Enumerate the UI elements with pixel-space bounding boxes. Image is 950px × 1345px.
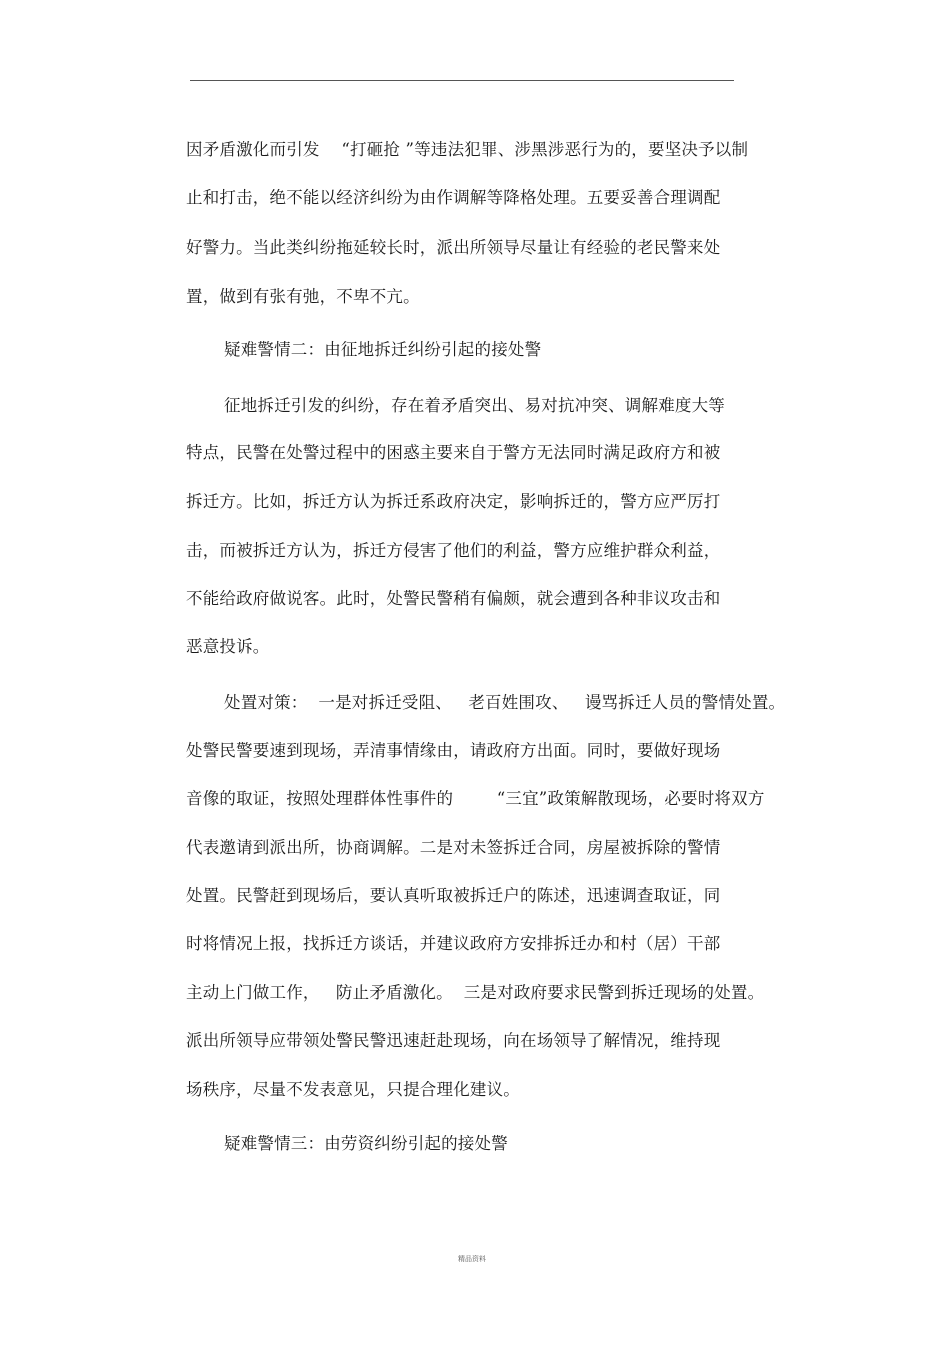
text-line: 征地拆迁引发的纠纷，存在着矛盾突出、易对抗冲突、调解难度大等 xyxy=(224,396,725,415)
text-line: 派出所领导应带领处警民警迅速赶赴现场，向在场领导了解情况，维持现 xyxy=(186,1031,721,1050)
section-heading: 疑难警情二：由征地拆迁纠纷引起的接处警 xyxy=(224,340,542,359)
text-line: 因矛盾激化而引发 “打砸抢 ”等违法犯罪、涉黑涉恶行为的，要坚决予以制 xyxy=(186,140,749,159)
text-line: 拆迁方。比如，拆迁方认为拆迁系政府决定，影响拆迁的，警方应严厉打 xyxy=(186,492,721,511)
text-line: 处置。民警赶到现场后，要认真听取被拆迁户的陈述，迅速调查取证，同 xyxy=(186,886,721,905)
text-line: 主动上门做工作， 防止矛盾激化。 三是对政府要求民警到拆迁现场的处置。 xyxy=(186,983,765,1002)
text-line: 特点，民警在处警过程中的困惑主要来自于警方无法同时满足政府方和被 xyxy=(186,443,721,462)
text-line: 音像的取证，按照处理群体性事件的 “三宜”政策解散现场，必要时将双方 xyxy=(186,789,765,808)
section-heading: 疑难警情三：由劳资纠纷引起的接处警 xyxy=(224,1134,508,1153)
text-line: 击，而被拆迁方认为，拆迁方侵害了他们的利益，警方应维护群众利益， xyxy=(186,541,721,560)
text-line: 好警力。当此类纠纷拖延较长时，派出所领导尽量让有经验的老民警来处 xyxy=(186,238,721,257)
page-footer: 精品资料 xyxy=(458,1255,486,1263)
text-line: 恶意投诉。 xyxy=(186,637,270,656)
text-line: 场秩序，尽量不发表意见，只提合理化建议。 xyxy=(186,1080,520,1099)
text-line: 置，做到有张有弛，不卑不亢。 xyxy=(186,287,420,306)
text-line: 处置对策： 一是对拆迁受阻、 老百姓围攻、 谩骂拆迁人员的警情处置。 xyxy=(224,693,786,712)
text-line: 止和打击，绝不能以经济纠纷为由作调解等降格处理。五要妥善合理调配 xyxy=(186,188,721,207)
text-line: 代表邀请到派出所，协商调解。二是对未签拆迁合同，房屋被拆除的警情 xyxy=(186,838,721,857)
text-line: 处警民警要速到现场，弄清事情缘由，请政府方出面。同时，要做好现场 xyxy=(186,741,721,760)
text-line: 时将情况上报，找拆迁方谈话，并建议政府方安排拆迁办和村（居）干部 xyxy=(186,934,721,953)
text-line: 不能给政府做说客。此时，处警民警稍有偏颇，就会遭到各种非议攻击和 xyxy=(186,589,721,608)
header-rule xyxy=(190,80,734,81)
